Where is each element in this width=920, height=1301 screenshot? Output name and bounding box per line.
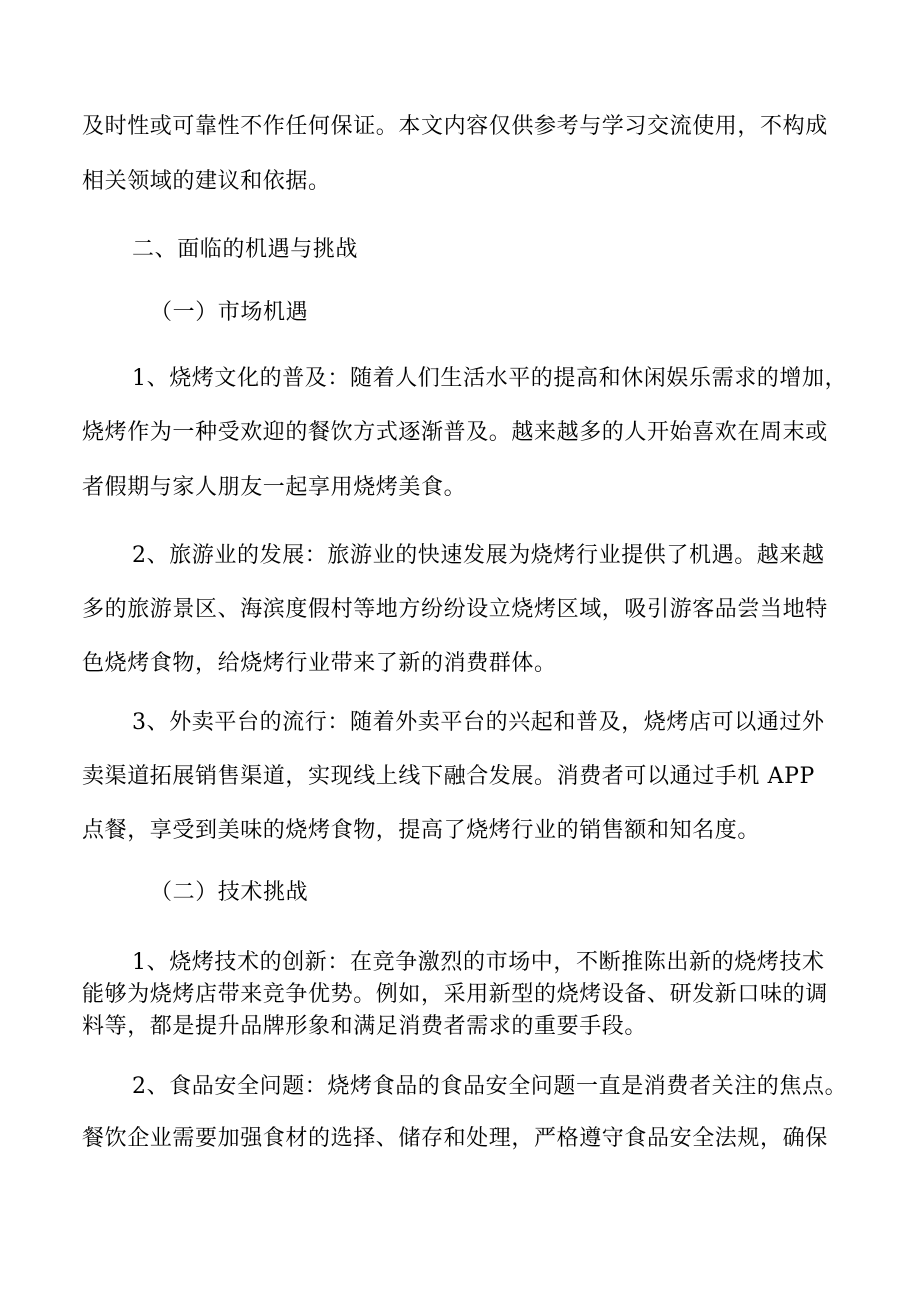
opportunity-1-line-1: 1、烧烤文化的普及：随着人们生活水平的提高和休闲娱乐需求的增加， — [132, 366, 848, 391]
opportunity-2-line-1: 2、旅游业的发展：旅游业的快速发展为烧烤行业提供了机遇。越来越 — [132, 543, 825, 568]
challenge-2-line-2: 餐饮企业需要加强食材的选择、储存和处理，严格遵守食品安全法规，确保 — [82, 1126, 828, 1151]
intro-line-2: 相关领域的建议和依据。 — [82, 169, 331, 194]
opportunity-1-line-2: 烧烤作为一种受欢迎的餐饮方式逐渐普及。越来越多的人开始喜欢在周末或 — [82, 420, 828, 445]
challenge-1-line-2: 能够为烧烤店带来竞争优势。例如，采用新型的烧烤设备、研发新口味的调 — [82, 982, 828, 1007]
opportunity-3-line-1: 3、外卖平台的流行：随着外卖平台的兴起和普及，烧烤店可以通过外 — [132, 710, 825, 735]
intro-line-1: 及时性或可靠性不作任何保证。本文内容仅供参考与学习交流使用，不构成 — [82, 114, 828, 139]
subsection-2-title: （二）技术挑战 — [150, 880, 309, 905]
challenge-1-line-3: 料等，都是提升品牌形象和满足消费者需求的重要手段。 — [82, 1014, 648, 1039]
opportunity-3-line-2: 卖渠道拓展销售渠道，实现线上线下融合发展。消费者可以通过手机 APP — [82, 764, 815, 789]
subsection-1-title: （一）市场机遇 — [150, 300, 309, 325]
challenge-2-line-1: 2、食品安全问题：烧烤食品的食品安全问题一直是消费者关注的焦点。 — [132, 1074, 848, 1099]
opportunity-1-line-3: 者假期与家人朋友一起享用烧烤美食。 — [82, 475, 467, 500]
opportunity-2-line-3: 色烧烤食物，给烧烤行业带来了新的消费群体。 — [82, 651, 557, 676]
section-title: 二、面临的机遇与挑战 — [132, 237, 359, 262]
opportunity-2-line-2: 多的旅游景区、海滨度假村等地方纷纷设立烧烤区域，吸引游客品尝当地特 — [82, 597, 828, 622]
challenge-1-line-1: 1、烧烤技术的创新：在竞争激烈的市场中，不断推陈出新的烧烤技术 — [132, 950, 825, 975]
opportunity-3-line-3: 点餐，享受到美味的烧烤食物，提高了烧烤行业的销售额和知名度。 — [82, 818, 761, 843]
